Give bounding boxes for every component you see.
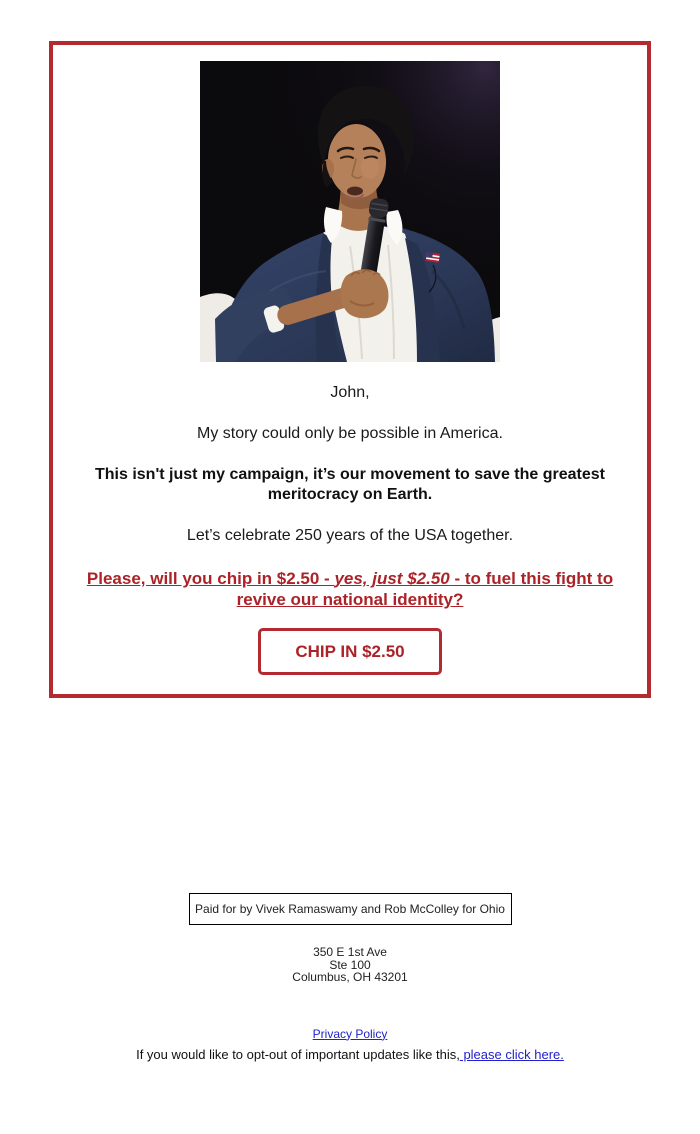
address-block bbox=[0, 946, 700, 984]
hero-section bbox=[49, 41, 651, 698]
privacy-policy-link[interactable]: Privacy Policy bbox=[312, 1026, 388, 1041]
intro-paragraph: My story could only be possible in America. bbox=[197, 425, 503, 442]
optout-row bbox=[0, 1048, 700, 1061]
donate-link[interactable] bbox=[79, 568, 621, 610]
email-body bbox=[0, 41, 700, 1061]
greeting-text: John, bbox=[330, 384, 370, 401]
privacy-row bbox=[0, 1028, 700, 1040]
chip-in-button[interactable]: CHIP IN $2.50 bbox=[258, 628, 441, 675]
footer-section bbox=[0, 893, 700, 1061]
cta-row bbox=[73, 628, 627, 675]
optout-link[interactable]: please click here. bbox=[459, 1046, 564, 1062]
address-line-1: 350 E 1st Ave bbox=[313, 945, 387, 959]
address-line-3: Columbus, OH 43201 bbox=[292, 970, 408, 984]
donate-link-italic: yes, just $2.50 bbox=[334, 569, 450, 588]
optout-text: If you would like to opt-out of important updates like this, bbox=[136, 1046, 460, 1062]
donate-link-suffix: - to fuel this fight to revive our national identity? bbox=[236, 569, 614, 609]
movement-paragraph: This isn't just my campaign, it’s our movement to save the greatest meritocracy on Earth. bbox=[94, 466, 605, 503]
candidate-photo bbox=[200, 61, 500, 362]
donate-link-prefix: Please, will you chip in $2.50 - bbox=[86, 569, 335, 588]
address-line-2: Ste 100 bbox=[329, 957, 371, 972]
disclaimer-box: Paid for by Vivek Ramaswamy and Rob McColley for Ohio bbox=[189, 893, 512, 925]
celebrate-paragraph: Let’s celebrate 250 years of the USA together. bbox=[186, 527, 514, 544]
